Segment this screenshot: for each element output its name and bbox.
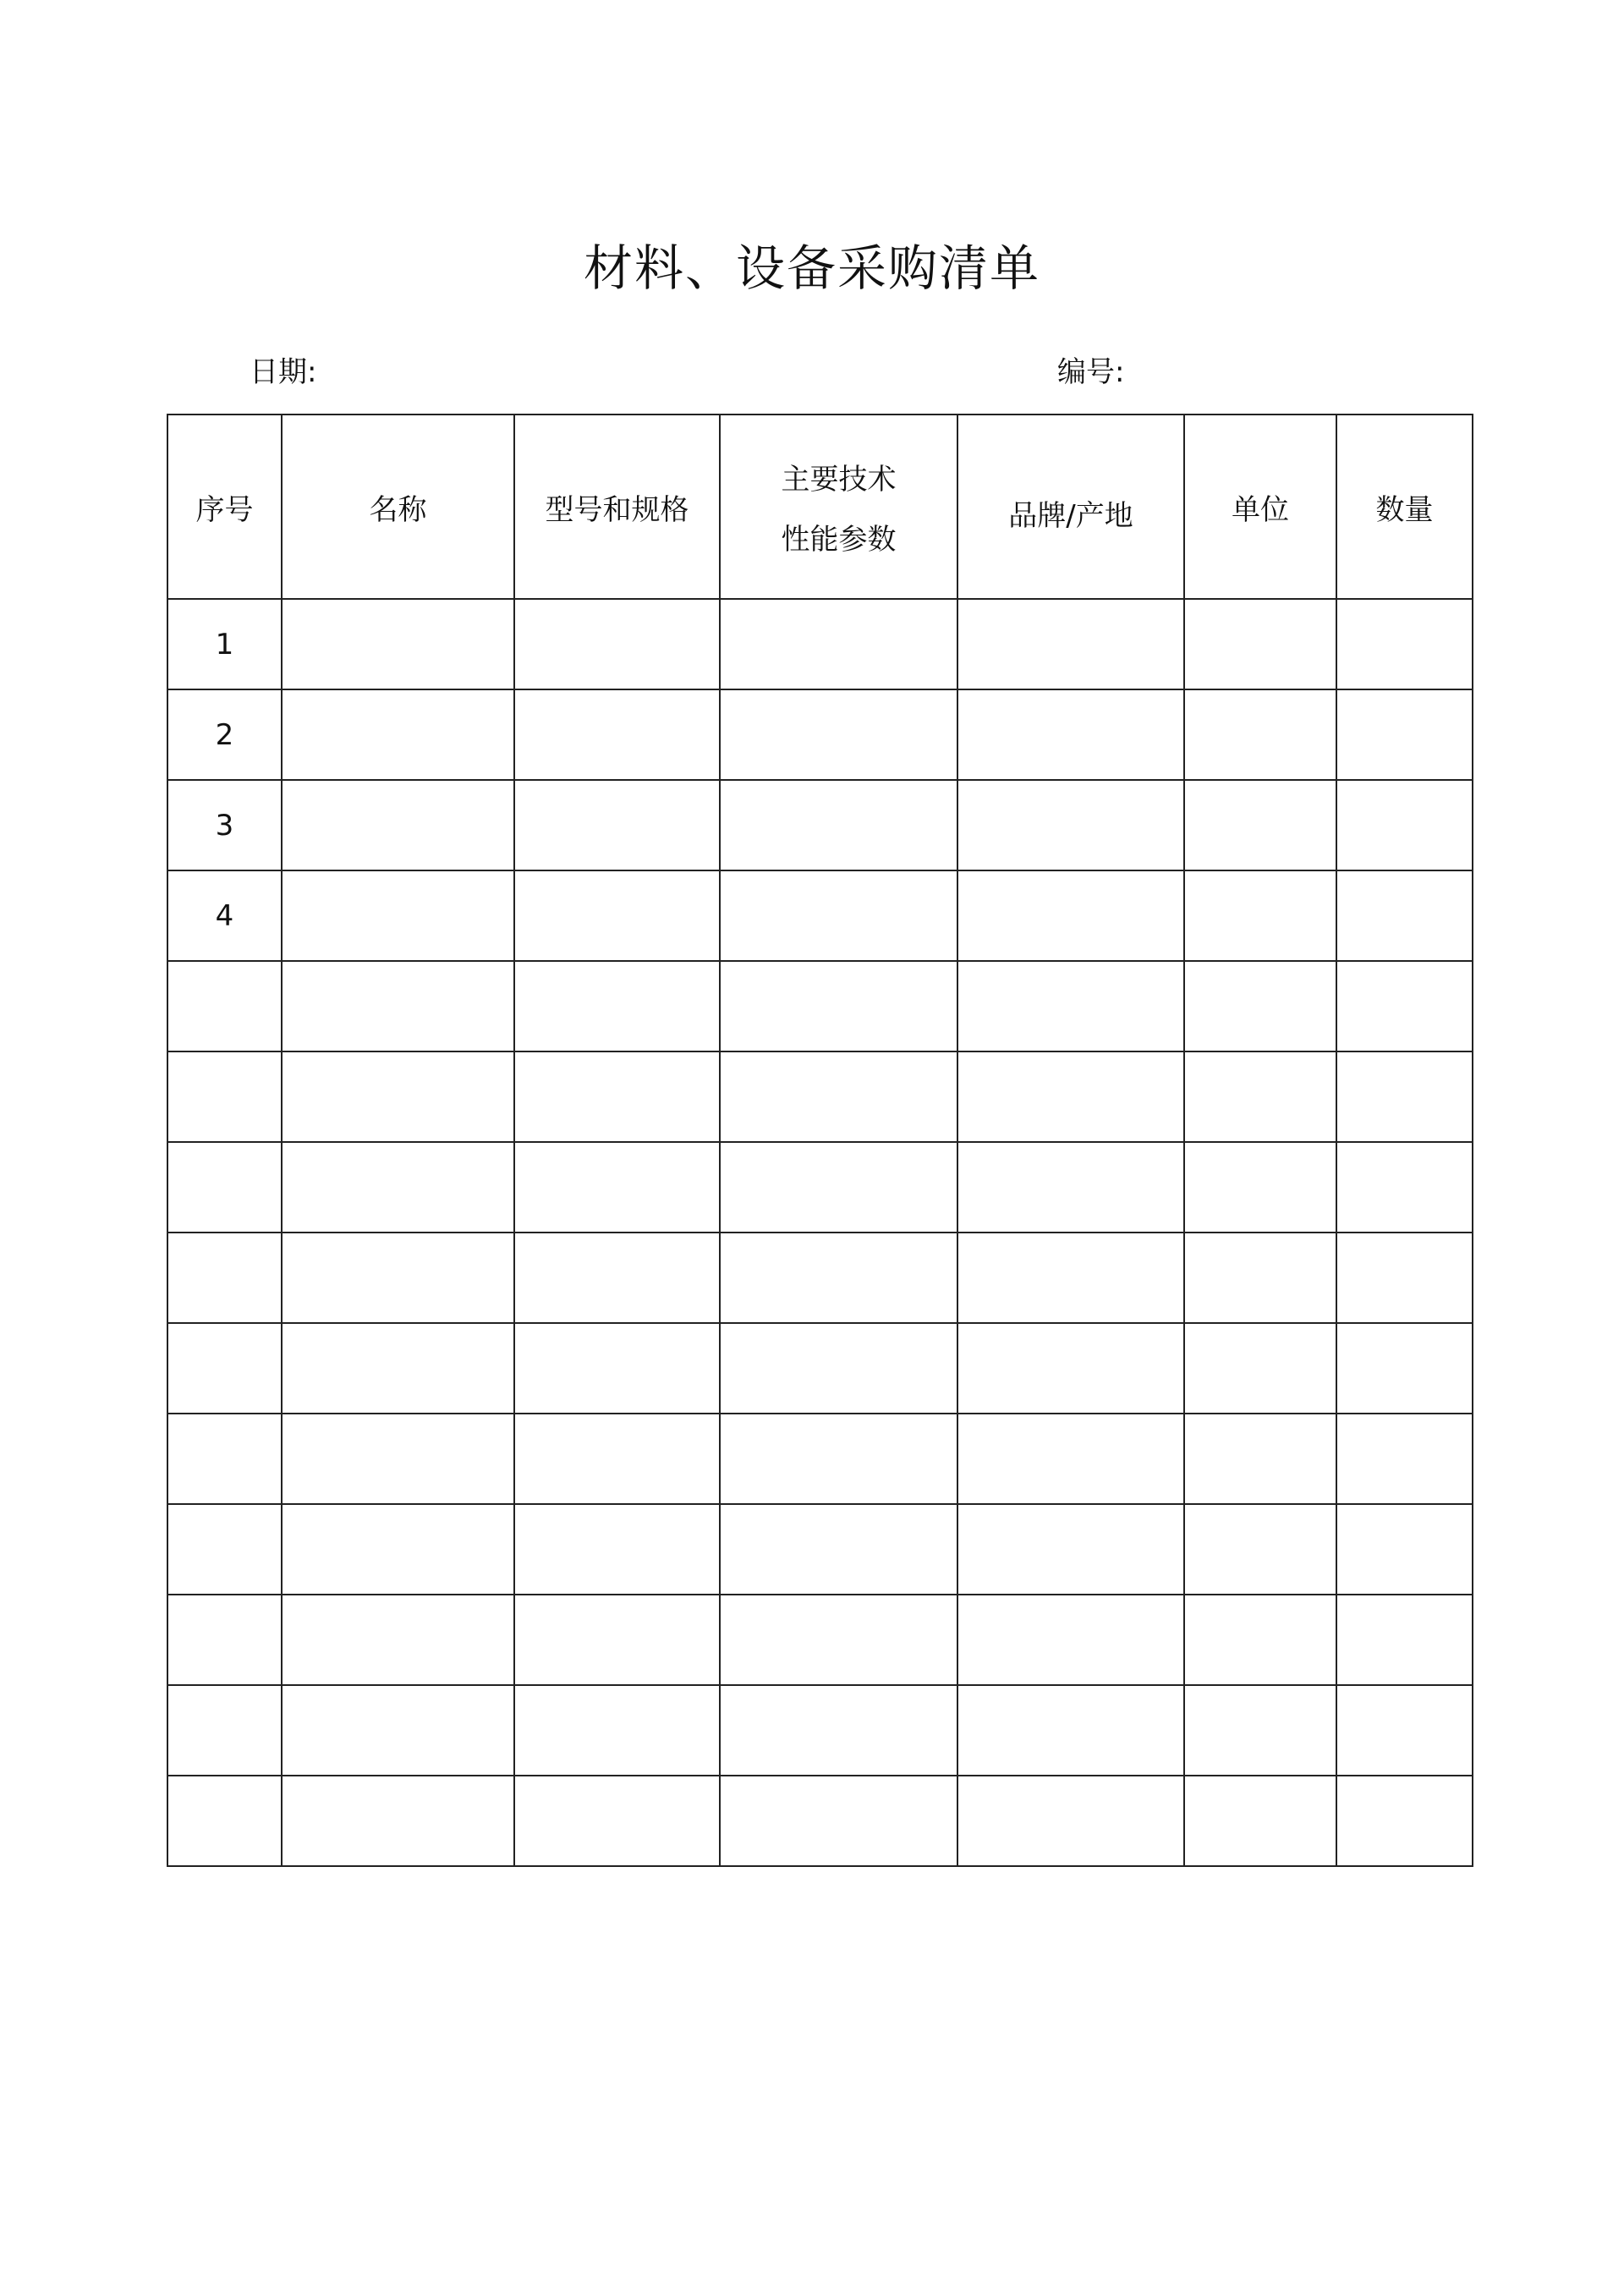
table-cell[interactable] bbox=[720, 1414, 957, 1504]
header-tech-line1: 主要技术 bbox=[781, 463, 897, 497]
table-cell[interactable] bbox=[1336, 1776, 1473, 1866]
row-index-cell: 4 bbox=[167, 870, 282, 961]
table-cell[interactable] bbox=[1336, 1504, 1473, 1595]
table-cell[interactable] bbox=[282, 870, 514, 961]
table-cell[interactable] bbox=[957, 1504, 1184, 1595]
row-index-cell: 2 bbox=[167, 689, 282, 780]
table-row bbox=[167, 1142, 1473, 1233]
header-name: 名称 bbox=[282, 415, 514, 599]
row-index-cell: 1 bbox=[167, 599, 282, 689]
table-cell[interactable] bbox=[1184, 1233, 1336, 1323]
table-cell[interactable] bbox=[514, 780, 720, 870]
table-cell[interactable] bbox=[282, 1323, 514, 1414]
table-cell[interactable] bbox=[957, 1323, 1184, 1414]
table-cell[interactable] bbox=[282, 1233, 514, 1323]
row-index-cell bbox=[167, 961, 282, 1051]
table-cell[interactable] bbox=[957, 599, 1184, 689]
table-cell[interactable] bbox=[720, 599, 957, 689]
table-cell[interactable] bbox=[1184, 1414, 1336, 1504]
table-cell[interactable] bbox=[514, 961, 720, 1051]
header-brand-origin: 品牌/产地 bbox=[957, 415, 1184, 599]
table-cell[interactable] bbox=[1336, 780, 1473, 870]
row-index-cell bbox=[167, 1323, 282, 1414]
table-cell[interactable] bbox=[957, 689, 1184, 780]
table-cell[interactable] bbox=[957, 1051, 1184, 1142]
table-row bbox=[167, 1776, 1473, 1866]
table-cell[interactable] bbox=[282, 1142, 514, 1233]
table-cell[interactable] bbox=[1336, 1051, 1473, 1142]
table-cell[interactable] bbox=[1184, 780, 1336, 870]
table-cell[interactable] bbox=[1336, 1595, 1473, 1685]
table-row bbox=[167, 1685, 1473, 1776]
table-cell[interactable] bbox=[720, 961, 957, 1051]
table-cell[interactable] bbox=[514, 870, 720, 961]
table-row bbox=[167, 599, 1473, 689]
table-cell[interactable] bbox=[720, 1595, 957, 1685]
row-index-cell: 3 bbox=[167, 780, 282, 870]
table-cell[interactable] bbox=[514, 1323, 720, 1414]
table-cell[interactable] bbox=[514, 1504, 720, 1595]
table-cell[interactable] bbox=[514, 1233, 720, 1323]
table-cell[interactable] bbox=[1184, 1323, 1336, 1414]
document-title: 材料、设备采购清单 bbox=[583, 239, 1040, 297]
purchase-list-table bbox=[167, 414, 1473, 1867]
table-cell[interactable] bbox=[282, 1776, 514, 1866]
table-cell[interactable] bbox=[1184, 1504, 1336, 1595]
table-cell[interactable] bbox=[720, 1142, 957, 1233]
table-cell[interactable] bbox=[514, 1414, 720, 1504]
header-model-spec: 型号和规格 bbox=[514, 415, 720, 599]
header-index: 序号 bbox=[167, 415, 282, 599]
table-cell[interactable] bbox=[1184, 689, 1336, 780]
table-cell[interactable] bbox=[514, 1142, 720, 1233]
table-cell[interactable] bbox=[1184, 599, 1336, 689]
table-row bbox=[167, 1323, 1473, 1414]
table-cell[interactable] bbox=[282, 1595, 514, 1685]
header-tech-line2: 性能参数 bbox=[781, 523, 897, 557]
table-cell[interactable] bbox=[720, 1504, 957, 1595]
table-cell[interactable] bbox=[282, 689, 514, 780]
table-cell[interactable] bbox=[514, 689, 720, 780]
table-cell[interactable] bbox=[514, 1595, 720, 1685]
table-cell[interactable] bbox=[1336, 599, 1473, 689]
table-cell[interactable] bbox=[1336, 1142, 1473, 1233]
header-quantity: 数量 bbox=[1336, 415, 1473, 599]
table-cell[interactable] bbox=[720, 1685, 957, 1776]
table-row bbox=[167, 689, 1473, 780]
row-index-cell bbox=[167, 1051, 282, 1142]
table-cell[interactable] bbox=[957, 1595, 1184, 1685]
table-cell[interactable] bbox=[1336, 689, 1473, 780]
table-cell[interactable] bbox=[282, 961, 514, 1051]
table-cell[interactable] bbox=[514, 599, 720, 689]
table-row bbox=[167, 1233, 1473, 1323]
table-cell[interactable] bbox=[957, 780, 1184, 870]
table-cell[interactable] bbox=[1184, 961, 1336, 1051]
table-cell[interactable] bbox=[720, 689, 957, 780]
table-cell[interactable] bbox=[720, 1051, 957, 1142]
table-cell[interactable] bbox=[282, 780, 514, 870]
table-row bbox=[167, 780, 1473, 870]
table-header-row bbox=[167, 415, 1473, 599]
row-index-cell bbox=[167, 1414, 282, 1504]
table-cell[interactable] bbox=[957, 870, 1184, 961]
table-row bbox=[167, 870, 1473, 961]
table-cell[interactable] bbox=[1336, 1323, 1473, 1414]
table-cell[interactable] bbox=[282, 1504, 514, 1595]
table-cell[interactable] bbox=[1336, 870, 1473, 961]
table-cell[interactable] bbox=[282, 1414, 514, 1504]
table-row bbox=[167, 1595, 1473, 1685]
table-cell[interactable] bbox=[1184, 1685, 1336, 1776]
table-cell[interactable] bbox=[282, 1685, 514, 1776]
table-cell[interactable] bbox=[957, 1776, 1184, 1866]
table-cell[interactable] bbox=[1336, 1233, 1473, 1323]
table-cell[interactable] bbox=[957, 961, 1184, 1051]
date-label: 日期: bbox=[250, 355, 317, 389]
table-cell[interactable] bbox=[957, 1685, 1184, 1776]
table-row bbox=[167, 1051, 1473, 1142]
row-index-cell bbox=[167, 1233, 282, 1323]
table-cell[interactable] bbox=[1184, 1142, 1336, 1233]
row-index-cell bbox=[167, 1685, 282, 1776]
header-tech-params bbox=[720, 415, 957, 599]
table-cell[interactable] bbox=[957, 1414, 1184, 1504]
table-cell[interactable] bbox=[957, 1142, 1184, 1233]
table-cell[interactable] bbox=[514, 1685, 720, 1776]
serial-number-label: 编号: bbox=[1057, 355, 1125, 389]
table-row bbox=[167, 1414, 1473, 1504]
table-cell[interactable] bbox=[720, 1323, 957, 1414]
row-index-cell bbox=[167, 1776, 282, 1866]
table-cell[interactable] bbox=[1184, 1595, 1336, 1685]
table-row bbox=[167, 1504, 1473, 1595]
table-cell[interactable] bbox=[720, 780, 957, 870]
table-cell[interactable] bbox=[720, 1233, 957, 1323]
table-cell[interactable] bbox=[282, 599, 514, 689]
table-cell[interactable] bbox=[282, 1051, 514, 1142]
table-cell[interactable] bbox=[1336, 1685, 1473, 1776]
row-index-cell bbox=[167, 1142, 282, 1233]
table-cell[interactable] bbox=[514, 1776, 720, 1866]
table-cell[interactable] bbox=[1184, 1051, 1336, 1142]
table-cell[interactable] bbox=[514, 1051, 720, 1142]
row-index-cell bbox=[167, 1595, 282, 1685]
table-cell[interactable] bbox=[957, 1233, 1184, 1323]
table-cell[interactable] bbox=[720, 1776, 957, 1866]
table-cell[interactable] bbox=[1184, 1776, 1336, 1866]
table-cell[interactable] bbox=[720, 870, 957, 961]
table-cell[interactable] bbox=[1184, 870, 1336, 961]
table-cell[interactable] bbox=[1336, 961, 1473, 1051]
table-cell[interactable] bbox=[1336, 1414, 1473, 1504]
table-row bbox=[167, 961, 1473, 1051]
row-index-cell bbox=[167, 1504, 282, 1595]
header-unit: 单位 bbox=[1184, 415, 1336, 599]
